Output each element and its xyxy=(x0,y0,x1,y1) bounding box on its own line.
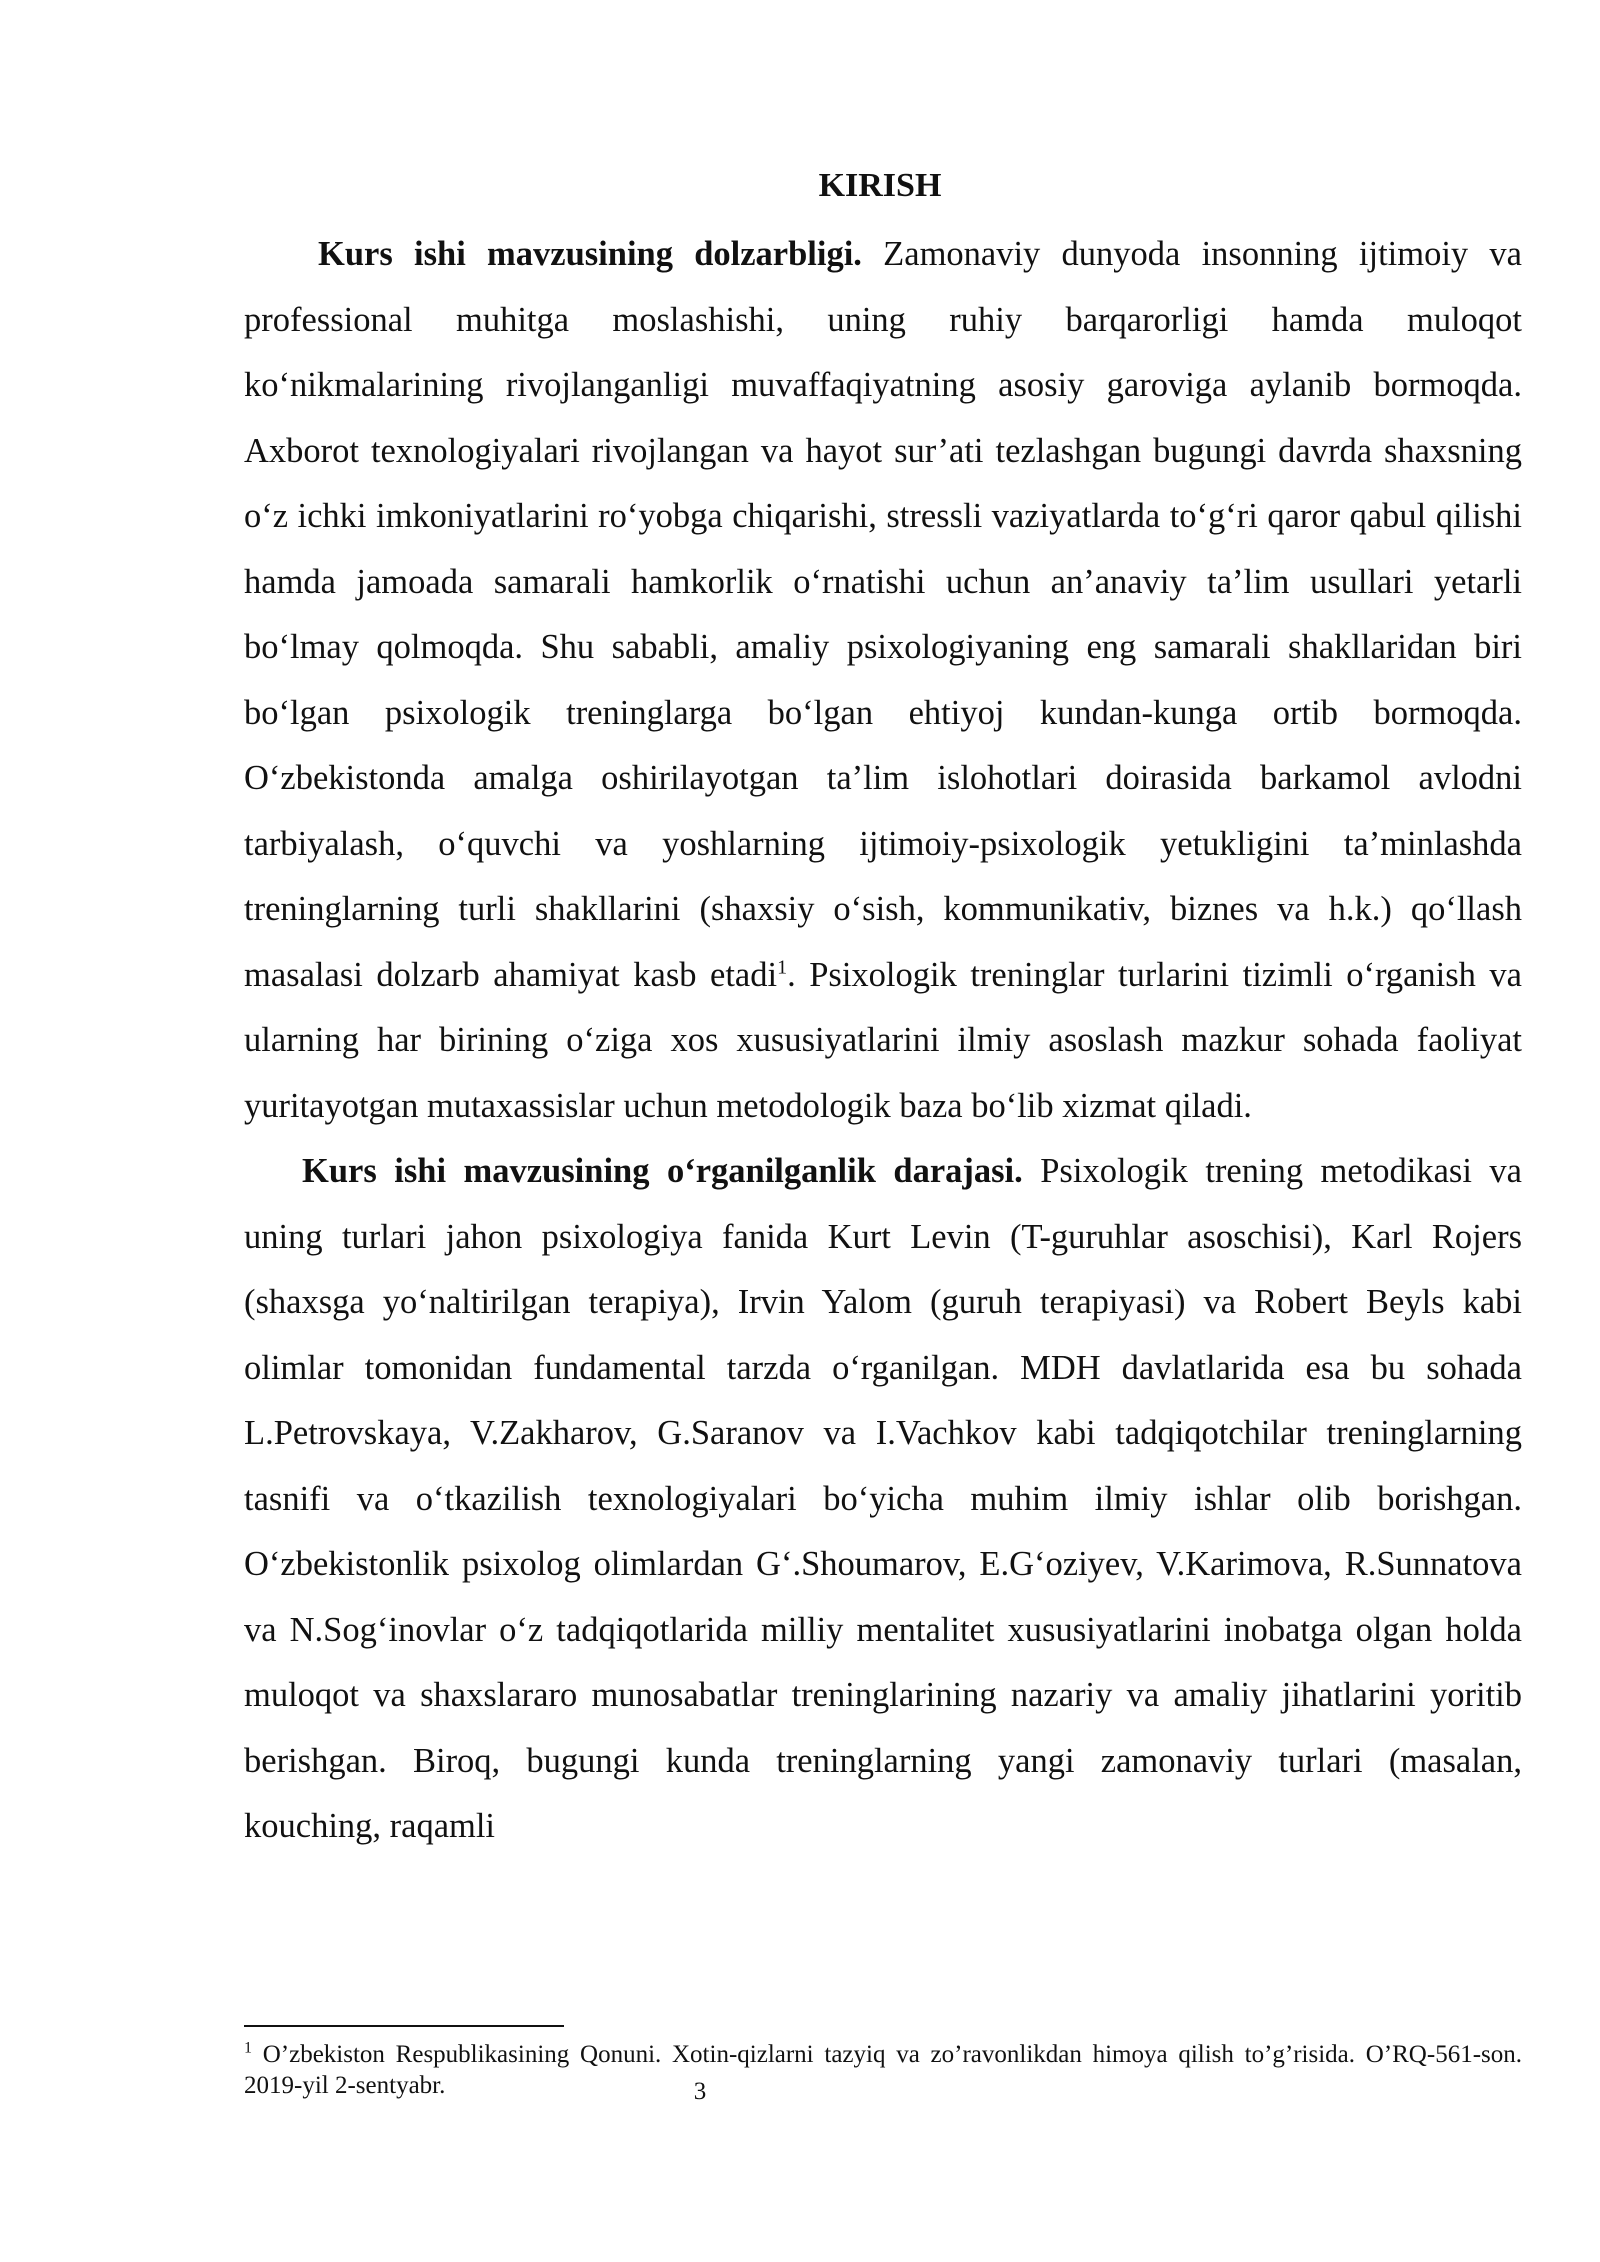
paragraph-research-degree-text: Psixologik trening metodikasi va uning turlari jahon psixologiya fanida Kurt Levin (T-guruhlar asoschisi), Karl Rojers (shaxsga yo‘naltirilgan terapiya), Irvin Yalom (guruh terapiyasi) va Robert Beyls kabi olimlar tomonidan fundamental tarzda o‘rganilgan. MDH davlatlarida esa bu sohada L.Petrovskaya, V.Zakharov, G.Saranov va I.Vachkov kabi tadqiqotchilar treninglarning tasnifi va o‘tkazilish texnologiyalari bo‘yicha muhim ilmiy ishlar olib borishgan. O‘zbekistonlik psixolog olimlardan G‘.Shoumarov, E.G‘oziyev, V.Karimova, R.Sunnatova va N.Sog‘inovlar o‘z tadqiqotlarida milliy mentalitet xususiyatlarini inobatga olgan holda muloqot va shaxslararo munosabatlar treninglarining nazariy va amaliy jihatlarini yoritib berishgan. Biroq, bugungi kunda treninglarning yangi zamonaviy turlari (masalan, kouching, raqamli xyxy=(244,1152,1522,1845)
paragraph-relevance-text-continued: . Psixologik treninglar turlarini tizimli o‘rganish va ularning har birining o‘ziga xos xususiyatlarini ilmiy asoslash mazkur sohada faoliyat yuritayotgan mutaxassislar uchun metodologik baza bo‘lib xizmat qiladi. xyxy=(244,955,1522,1125)
paragraph-relevance-text: Zamonaviy dunyoda insonning ijtimoiy va professional muhitga moslashishi, uning ruhiy barqarorligi hamda muloqot ko‘nikmalarining rivojlanganligi muvaffaqiyatning asosiy garoviga aylanib bormoqda. Axborot texnologiyalari rivojlangan va hayot sur’ati tezlashgan bugungi davrda shaxsning o‘z ichki imkoniyatlarini ro‘yobga chiqarishi, stressli vaziyatlarda to‘g‘ri qaror qabul qilishi hamda jamoada samarali hamkorlik o‘rnatishi uchun an’anaviy ta’lim usullari yetarli bo‘lmay qolmoqda. Shu sababli, amaliy psixologiyaning eng samarali shakllaridan biri bo‘lgan psixologik treninglarga bo‘lgan ehtiyoj kundan-kunga ortib bormoqda. O‘zbekistonda amalga oshirilayotgan ta’lim islohotlari doirasida barkamol avlodni tarbiyalash, o‘quvchi va yoshlarning ijtimoiy-psixologik yetukligini ta’minlashda treninglarning turli shakllarini (shaxsiy o‘sish, kommunikativ, biznes va h.k.) qo‘llash masalasi dolzarb ahamiyat kasb etadi xyxy=(244,235,1522,994)
section-title: KIRISH xyxy=(818,167,942,204)
paragraph-research-degree xyxy=(244,1139,1522,1860)
footnote-text: O’zbekiston Respublikasining Qonuni. Xotin-qizlarni tazyiq va zo’ravonlikdan himoya qilish to’g’risida. O’RQ-561-son. 2019-yil 2-sentyabr. xyxy=(244,2041,1522,2099)
page-number: 3 xyxy=(693,2078,707,2105)
footnote-separator xyxy=(244,2025,564,2027)
paragraph-heading-relevance: Kurs ishi mavzusining dolzarbligi. xyxy=(318,235,862,273)
footnote-reference[interactable]: 1 xyxy=(777,956,788,978)
paragraph-relevance xyxy=(244,222,1522,1139)
body-text xyxy=(244,222,1522,1860)
footnote-marker: 1 xyxy=(244,2039,252,2057)
paragraph-heading-research-degree: Kurs ishi mavzusining o‘rganilganlik darajasi. xyxy=(302,1152,1023,1190)
